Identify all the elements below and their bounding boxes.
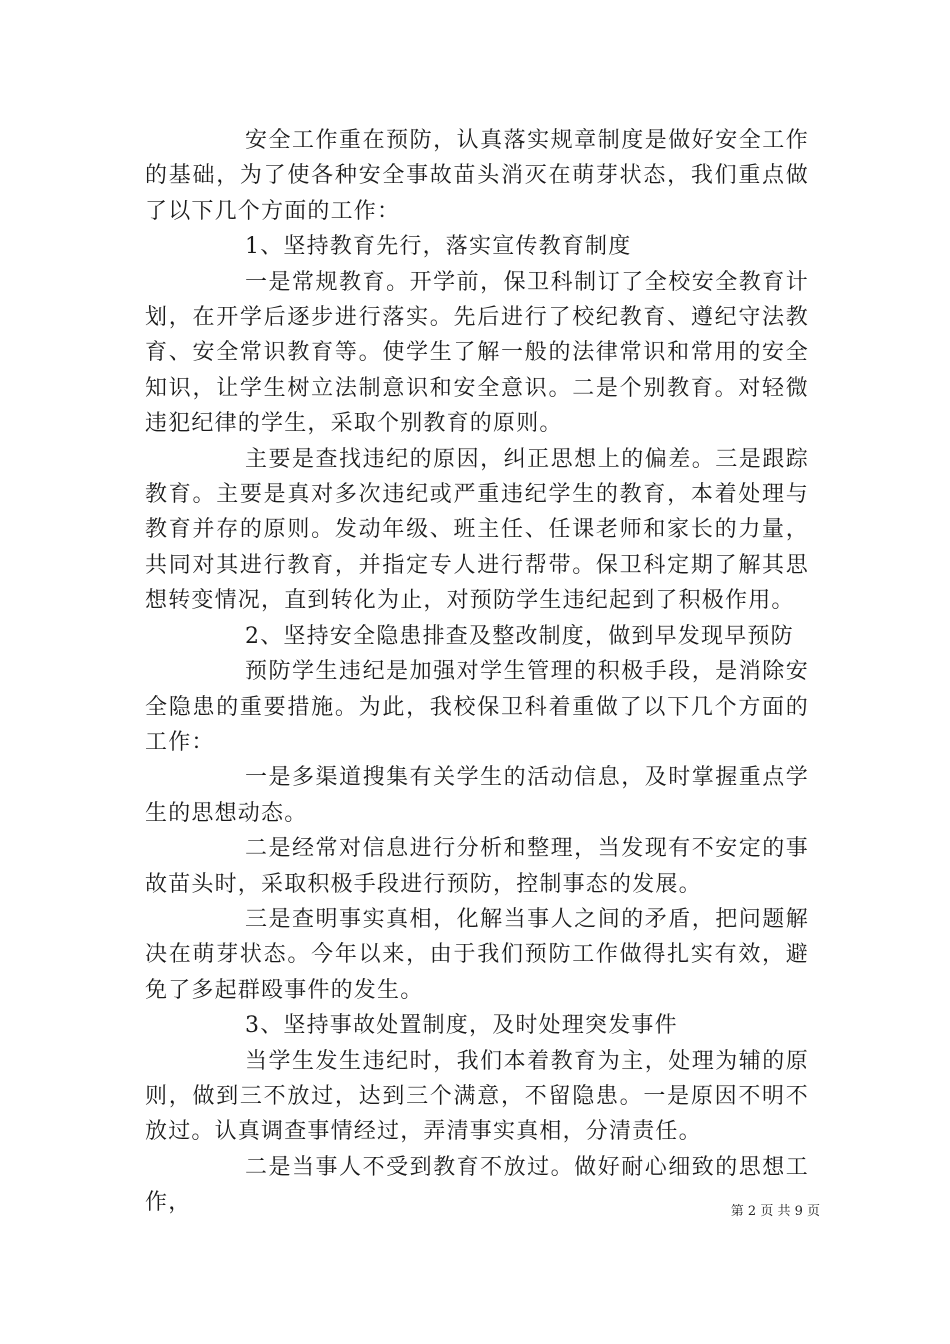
- paragraph-party-education: 二是当事人不受到教育不放过。做好耐心细致的思想工作，: [145, 1154, 809, 1216]
- paragraph-info-analysis: 二是经常对信息进行分析和整理，当发现有不安定的事故苗头时，采取积极手段进行预防，控制事态的发展。: [145, 836, 809, 897]
- paragraph-tracking-education: 主要是查找违纪的原因，纠正思想上的偏差。三是跟踪教育。主要是真对多次违纪或严重违纪学生的教育，本着处理与教育并存的原则。发动年级、班主任、任课老师和家长的力量，共同对其进行教育，并指定专人进行帮带。保卫科定期了解其思想转变情况，直到转化为止，对预防学生违纪起到了积极作用。: [145, 446, 809, 614]
- heading-incident-handling: 3、坚持事故处置制度，及时处理突发事件: [245, 1013, 678, 1039]
- page-number: 第 2 页 共 9 页: [730, 1204, 820, 1219]
- paragraph-intro: 安全工作重在预防，认真落实规章制度是做好安全工作的基础，为了使各种安全事故苗头消灭在萌芽状态，我们重点做了以下几个方面的工作：: [145, 128, 809, 224]
- paragraph-regular-education: 一是常规教育。开学前，保卫科制订了全校安全教育计划，在开学后逐步进行落实。先后进行了校纪教育、遵纪守法教育、安全常识教育等。使学生了解一般的法律常识和常用的安全知识，让学生树立法制意识和安全意识。二是个别教育。对轻微违犯纪律的学生，采取个别教育的原则。: [145, 269, 809, 437]
- heading-hazard-inspection: 2、坚持安全隐患排查及整改制度，做到早发现早预防: [245, 623, 794, 649]
- paragraph-prevention-measures: 预防学生违纪是加强对学生管理的积极手段，是消除安全隐患的重要措施。为此，我校保卫科着重做了以下几个方面的工作：: [145, 659, 809, 755]
- document-body: [145, 123, 809, 1221]
- paragraph-conflict-resolution: 三是查明事实真相，化解当事人之间的矛盾，把问题解决在萌芽状态。今年以来，由于我们预防工作做得扎实有效，避免了多起群殴事件的发生。: [145, 906, 809, 1003]
- heading-education-first: 1、坚持教育先行，落实宣传教育制度: [245, 234, 632, 260]
- paragraph-info-collection: 一是多渠道搜集有关学生的活动信息，及时掌握重点学生的思想动态。: [145, 765, 809, 826]
- paragraph-three-not-letting-go: 当学生发生违纪时，我们本着教育为主，处理为辅的原则，做到三不放过，达到三个满意，不留隐患。一是原因不明不放过。认真调查事情经过，弄清事实真相，分清责任。: [145, 1048, 809, 1145]
